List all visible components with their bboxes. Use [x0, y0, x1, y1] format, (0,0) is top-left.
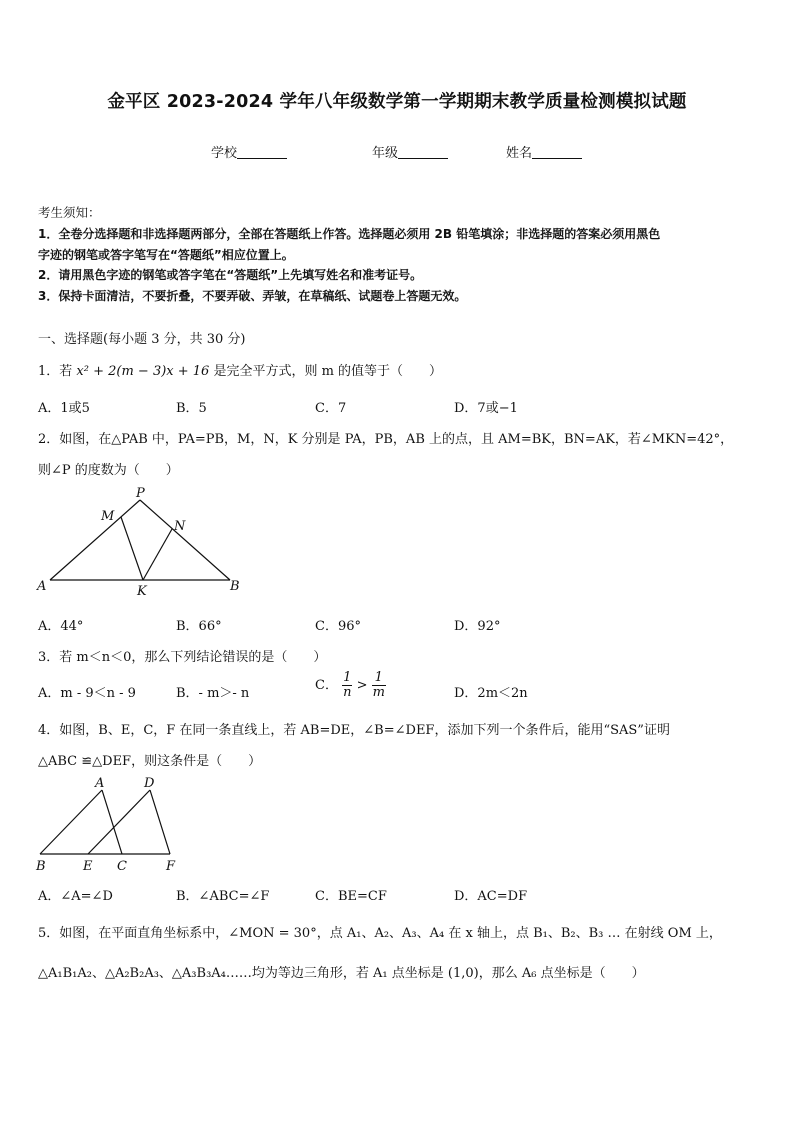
- grade-blank[interactable]: [398, 146, 448, 159]
- question-3-stem: 3．若 m＜n＜0，那么下列结论错误的是（ ）: [38, 650, 327, 665]
- segment-kn: [143, 529, 172, 580]
- label-m: M: [101, 509, 115, 524]
- label-b: B: [36, 859, 46, 874]
- notice-item-3: 3．保持卡面清洁，不要折叠，不要弄破、弄皱，在草稿纸、试题卷上答题无效。: [38, 289, 467, 303]
- segment-ba: [40, 790, 102, 854]
- notice-item-1-line-2: 字迹的钢笔或答字笔写在“答题纸”相应位置上。: [38, 248, 294, 262]
- question-5-line-2: △A₁B₁A₂、△A₂B₂A₃、△A₃B₃A₄……均为等边三角形，若 A₁ 点坐标是 (1,0)，那么 A₆ 点坐标是（ ）: [38, 966, 645, 981]
- page-title: 金平区 2023-2024 学年八年级数学第一学期期末教学质量检测模拟试题: [107, 92, 687, 112]
- fraction-1-over-m: [372, 671, 386, 700]
- segment-mk: [121, 517, 143, 580]
- q1-option-b[interactable]: B．5: [176, 401, 207, 416]
- q2-triangle-figure: [30, 484, 260, 600]
- label-c: C: [117, 859, 127, 874]
- label-f: F: [166, 859, 176, 874]
- school-blank[interactable]: [237, 146, 287, 159]
- name-blank[interactable]: [532, 146, 582, 159]
- q2-option-c[interactable]: C．96°: [315, 619, 361, 634]
- q1-option-d[interactable]: D．7或−1: [454, 401, 518, 416]
- fraction-numerator: 1: [343, 670, 352, 685]
- label-e: E: [83, 859, 93, 874]
- q1-prefix: 1．若: [38, 364, 73, 379]
- q1-option-a[interactable]: A．1或5: [38, 401, 90, 416]
- label-p: P: [136, 486, 145, 501]
- fraction-1-over-n: [342, 671, 352, 700]
- q4-option-b[interactable]: B．∠ABC=∠F: [176, 889, 270, 904]
- school-field[interactable]: [211, 142, 287, 161]
- q1-option-c[interactable]: C．7: [315, 401, 347, 416]
- q4-option-d[interactable]: D．AC=DF: [454, 889, 528, 904]
- notice-item-1-line-1: 1．全卷分选择题和非选择题两部分，全部在答题纸上作答。选择题必须用 2B 铅笔填涂；非选择题的答案必须用黑色: [38, 227, 661, 241]
- notice-heading: 考生须知：: [38, 205, 101, 220]
- label-b: B: [230, 579, 240, 594]
- label-a: A: [95, 776, 105, 791]
- segment-pb: [140, 500, 230, 580]
- q3-option-c[interactable]: [315, 671, 386, 700]
- q4-option-a[interactable]: A．∠A=∠D: [38, 889, 113, 904]
- q1-expression: x² + 2(m − 3)x + 16: [76, 364, 210, 379]
- q2-option-d[interactable]: D．92°: [454, 619, 501, 634]
- q4-option-c[interactable]: C．BE=CF: [315, 889, 387, 904]
- q3-option-c-letter: C．: [315, 678, 338, 693]
- section-heading: 一、选择题(每小题 3 分，共 30 分): [38, 332, 246, 347]
- fraction-numerator: 1: [372, 671, 386, 686]
- fraction-denominator: n: [343, 685, 352, 700]
- grade-field[interactable]: [372, 142, 448, 161]
- grade-label: 年级: [372, 146, 399, 161]
- q2-option-b[interactable]: B．66°: [176, 619, 222, 634]
- label-k: K: [137, 584, 147, 599]
- label-d: D: [144, 776, 155, 791]
- question-4-line-2: △ABC ≌△DEF，则这条件是（ ）: [38, 754, 262, 769]
- q3-option-b[interactable]: B．- m＞- n: [176, 686, 250, 701]
- q2-option-a[interactable]: A．44°: [38, 619, 84, 634]
- name-field[interactable]: [506, 142, 582, 161]
- q1-suffix: 是完全平方式，则 m 的值等于（ ）: [213, 364, 443, 379]
- label-a: A: [37, 579, 47, 594]
- notice-item-2: 2．请用黑色字迹的钢笔或答字笔在“答题纸”上先填写姓名和准考证号。: [38, 268, 423, 282]
- school-label: 学校: [211, 146, 238, 161]
- name-label: 姓名: [506, 146, 533, 161]
- q3-option-d[interactable]: D．2m＜2n: [454, 686, 528, 701]
- q4-triangles-figure: [30, 772, 190, 878]
- label-n: N: [174, 519, 186, 534]
- question-2-line-2: 则∠P 的度数为（ ）: [38, 463, 179, 478]
- segment-df: [150, 790, 170, 854]
- question-2-line-1: 2．如图，在△PAB 中，PA=PB，M，N，K 分别是 PA，PB，AB 上的点，且 AM=BK，BN=AK，若∠MKN=42°，: [38, 432, 734, 447]
- greater-than-sign: >: [356, 678, 368, 693]
- q3-option-a[interactable]: A．m - 9＜n - 9: [38, 686, 136, 701]
- segment-ap: [50, 500, 140, 580]
- question-1-stem: [38, 360, 442, 379]
- fraction-denominator: m: [372, 685, 385, 700]
- question-5-line-1: 5．如图，在平面直角坐标系中，∠MON = 30°，点 A₁、A₂、A₃、A₄ 在 x 轴上，点 B₁、B₂、B₃ … 在射线 OM 上，: [38, 926, 722, 941]
- question-4-line-1: 4．如图，B、E，C，F 在同一条直线上，若 AB=DE，∠B=∠DEF，添加下列一个条件后，能用“SAS”证明: [38, 723, 670, 738]
